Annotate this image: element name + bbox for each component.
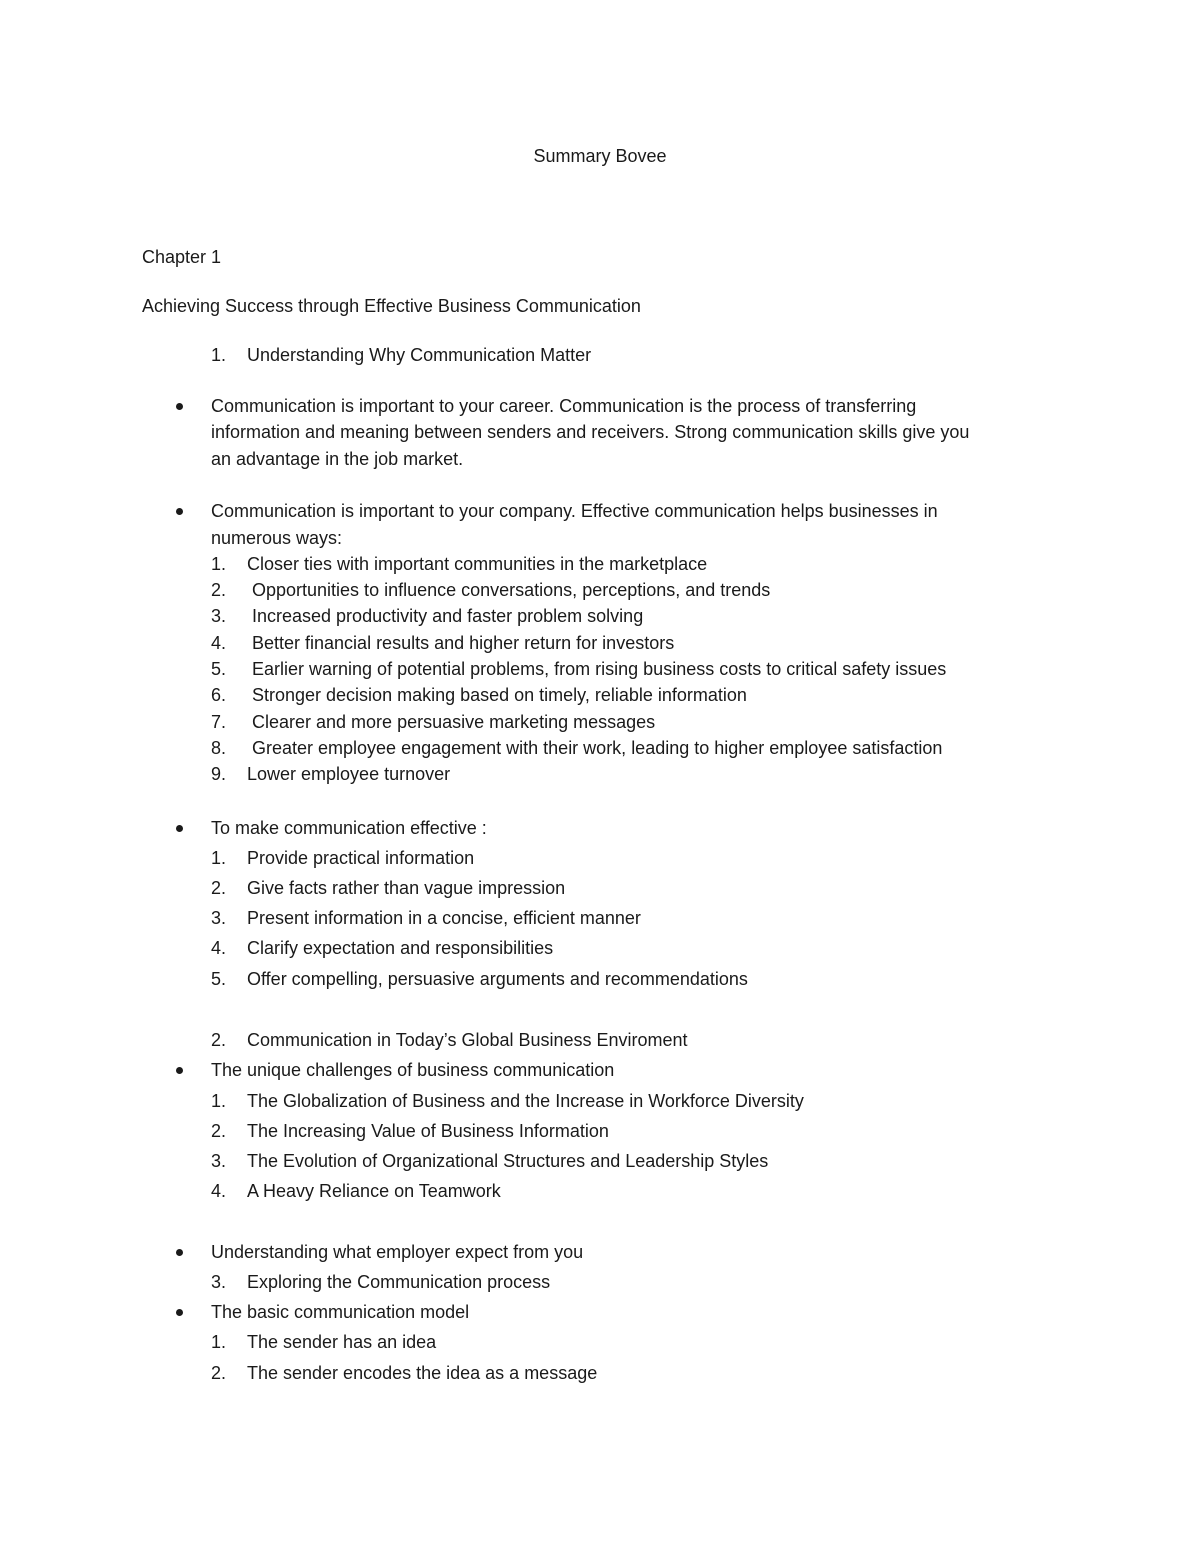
list-item: 1. Closer ties with important communities in the marketplace — [211, 554, 708, 574]
section-heading-3 — [211, 1273, 550, 1291]
list-item: 3. Present information in a concise, efficient manner — [211, 908, 641, 928]
chapter-title: Achieving Success through Effective Business Communication — [142, 296, 641, 316]
paragraph-line: Understanding what employer expect from you — [211, 1242, 584, 1262]
section-number: 1. — [211, 345, 227, 365]
list-item: 1. Provide practical information — [211, 848, 475, 868]
list-item: 5. Offer compelling, persuasive arguments and recommendations — [211, 969, 748, 989]
list-item: 4. Clarify expectation and responsibilities — [211, 938, 554, 958]
document-title: Summary Bovee — [533, 146, 667, 166]
paragraph-line: Communication is important to your company. Effective communication helps businesses in — [211, 501, 938, 521]
bullet-icon — [176, 508, 183, 515]
list-item: 2. The sender encodes the idea as a message — [211, 1363, 598, 1383]
section-number: 2. — [211, 1030, 227, 1050]
chapter-label: Chapter 1 — [142, 247, 222, 267]
section-heading-text: Exploring the Communication process — [247, 1272, 551, 1292]
list-item: 6. Stronger decision making based on timely, reliable information — [211, 685, 747, 705]
section-heading-text: Understanding Why Communication Matter — [247, 345, 592, 365]
list-item: 2. Give facts rather than vague impression — [211, 878, 566, 898]
list-item: 7. Clearer and more persuasive marketing messages — [211, 712, 656, 732]
list-item: 3. The Evolution of Organizational Structures and Leadership Styles — [211, 1151, 769, 1171]
paragraph-line: an advantage in the job market. — [211, 449, 464, 469]
section-number: 3. — [211, 1272, 227, 1292]
paragraph-line: The basic communication model — [211, 1302, 470, 1322]
section-heading-1 — [211, 346, 591, 364]
section-heading-2 — [211, 1031, 688, 1049]
paragraph-line: information and meaning between senders and receivers. Strong communication skills give you — [211, 422, 970, 442]
list-item: 2. Opportunities to influence conversations, perceptions, and trends — [211, 580, 771, 600]
list-item: 5. Earlier warning of potential problems, from rising business costs to critical safety issues — [211, 659, 947, 679]
bullet-icon — [176, 403, 183, 410]
paragraph-line: To make communication effective : — [211, 818, 487, 838]
paragraph-line: The unique challenges of business communication — [211, 1060, 615, 1080]
paragraph-line: numerous ways: — [211, 528, 343, 548]
list-item: 9. Lower employee turnover — [211, 764, 451, 784]
list-item: 1. The sender has an idea — [211, 1332, 437, 1352]
list-item: 4. A Heavy Reliance on Teamwork — [211, 1181, 501, 1201]
list-item: 8. Greater employee engagement with their work, leading to higher employee satisfaction — [211, 738, 943, 758]
bullet-icon — [176, 825, 183, 832]
list-item: 3. Increased productivity and faster problem solving — [211, 606, 644, 626]
list-item: 1. The Globalization of Business and the Increase in Workforce Diversity — [211, 1091, 804, 1111]
paragraph-line: Communication is important to your career. Communication is the process of transferring — [211, 396, 917, 416]
list-item: 2. The Increasing Value of Business Information — [211, 1121, 609, 1141]
list-item: 4. Better financial results and higher return for investors — [211, 633, 675, 653]
bullet-icon — [176, 1309, 183, 1316]
bullet-icon — [176, 1249, 183, 1256]
bullet-icon — [176, 1067, 183, 1074]
section-heading-text: Communication in Today’s Global Business Enviroment — [247, 1030, 688, 1050]
